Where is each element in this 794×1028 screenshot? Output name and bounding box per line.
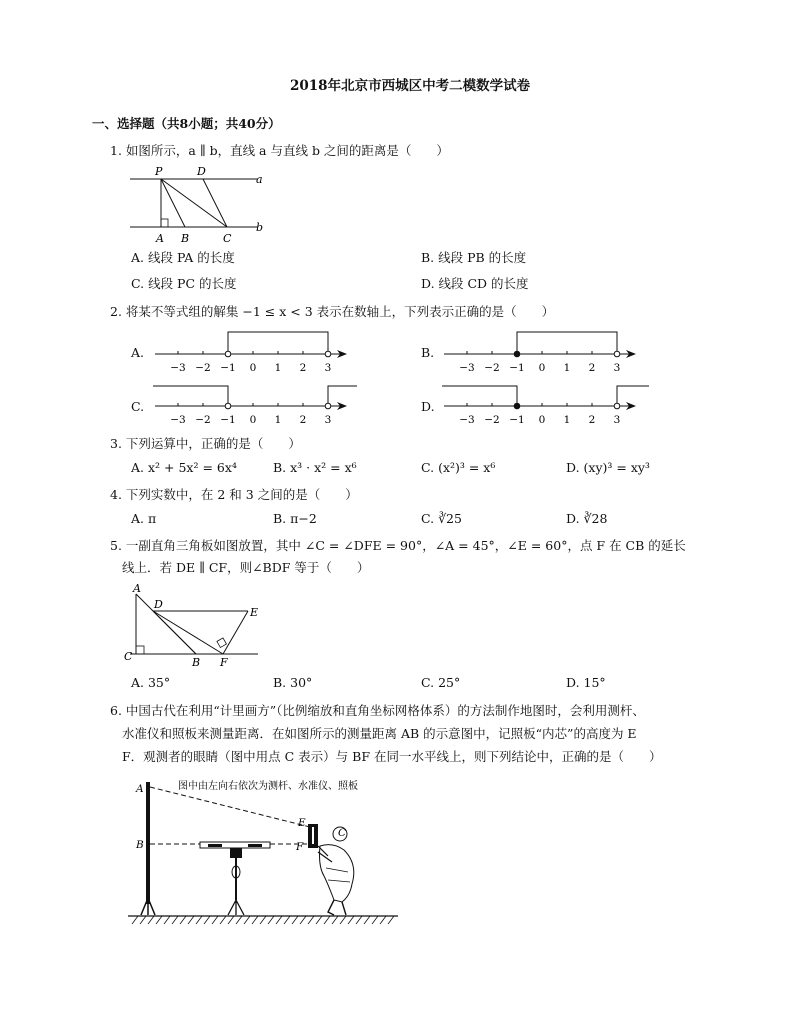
q6-label-C: C xyxy=(338,827,347,839)
q4-option-d[interactable]: D. ∛28 xyxy=(566,511,608,526)
svg-text:−2: −2 xyxy=(484,362,500,374)
q5-label-F: F xyxy=(220,656,228,669)
q2-numberline-b[interactable] xyxy=(439,330,644,375)
svg-text:−1: −1 xyxy=(509,362,525,374)
q1-option-c[interactable]: C. 线段 PC 的长度 xyxy=(131,276,237,291)
svg-text:0: 0 xyxy=(249,362,257,374)
q1-option-b[interactable]: B. 线段 PB 的长度 xyxy=(421,250,527,265)
q1-label-C: C xyxy=(223,232,232,245)
svg-text:−3: −3 xyxy=(170,414,186,426)
q4-option-c[interactable]: C. ∛25 xyxy=(421,511,462,526)
q3-option-b[interactable]: B. x³ · x² = x⁶ xyxy=(273,460,357,475)
section-heading: 一、选择题（共8小题；共40分） xyxy=(92,116,281,131)
q1-label-b: b xyxy=(256,221,264,234)
q6-label-A: A xyxy=(136,783,144,795)
svg-text:1: 1 xyxy=(274,414,282,426)
q1-label-A: A xyxy=(156,232,164,245)
q5-option-a[interactable]: A. 35° xyxy=(131,675,171,690)
q2-option-b-label[interactable]: B. xyxy=(421,345,435,360)
svg-text:−2: −2 xyxy=(195,414,211,426)
q5-label-D: D xyxy=(154,598,163,611)
q1-option-d[interactable]: D. 线段 CD 的长度 xyxy=(421,276,529,291)
page-title: 2018年北京市西城区中考二模数学试卷 xyxy=(290,78,531,94)
q1-label-B: B xyxy=(181,232,190,245)
q6-label-B: B xyxy=(136,839,144,851)
q2-stem: 2. 将某不等式组的解集 −1 ≤ x < 3 表示在数轴上，下列表示正确的是（ ） xyxy=(110,304,555,319)
svg-text:−3: −3 xyxy=(459,362,475,374)
svg-text:−3: −3 xyxy=(170,362,186,374)
q5-label-B: B xyxy=(192,656,201,669)
q6-stem-line2: 水准仪和照板来测量距离．在如图所示的测量距离 AB 的示意图中，记照板“内芯”的高度为 E xyxy=(122,726,637,741)
q6-label-E: E xyxy=(298,817,306,829)
q5-label-A: A xyxy=(133,582,141,595)
q4-option-a[interactable]: A. π xyxy=(131,511,157,526)
q1-label-a: a xyxy=(256,173,263,186)
q3-option-a[interactable]: A. x² + 5x² = 6x⁴ xyxy=(131,460,237,475)
svg-text:3: 3 xyxy=(613,414,621,426)
q1-stem: 1. 如图所示，a ∥ b，直线 a 与直线 b 之间的距离是（ ） xyxy=(110,143,449,158)
q3-stem: 3. 下列运算中，正确的是（ ） xyxy=(110,436,301,451)
q2-numberline-a[interactable] xyxy=(150,330,355,375)
q5-stem-line2: 线上．若 DE ∥ CF，则∠BDF 等于（ ） xyxy=(122,560,370,575)
svg-text:−3: −3 xyxy=(459,414,475,426)
svg-text:1: 1 xyxy=(563,362,571,374)
q3-option-d[interactable]: D. (xy)³ = xy³ xyxy=(566,460,650,475)
q5-option-c[interactable]: C. 25° xyxy=(421,675,461,690)
q1-option-a[interactable]: A. 线段 PA 的长度 xyxy=(131,250,235,265)
q5-label-C: C xyxy=(124,650,133,663)
svg-text:−2: −2 xyxy=(484,414,500,426)
q6-caption: 图中由左向右依次为测杆、水准仪、照板 xyxy=(178,781,358,792)
q6-label-F: F xyxy=(296,841,304,853)
q1-label-D: D xyxy=(197,165,206,178)
q4-stem: 4. 下列实数中，在 2 和 3 之间的是（ ） xyxy=(110,487,358,502)
q2-option-a-label[interactable]: A. xyxy=(131,345,145,360)
q1-label-P: P xyxy=(155,165,163,178)
q6-stem-line1: 6. 中国古代在利用“计里画方”（比例缩放和直角坐标网格体系）的方法制作地图时，会利用测杆、 xyxy=(110,703,645,718)
q6-stem-line3: F．观测者的眼睛（图中用点 C 表示）与 BF 在同一水平线上，则下列结论中，正确的是（ ） xyxy=(122,749,662,764)
q2-numberline-c[interactable] xyxy=(150,384,360,429)
svg-text:0: 0 xyxy=(538,362,546,374)
q5-option-d[interactable]: D. 15° xyxy=(566,675,606,690)
svg-text:3: 3 xyxy=(324,414,332,426)
svg-text:2: 2 xyxy=(299,414,307,426)
svg-text:0: 0 xyxy=(538,414,546,426)
q6-figure xyxy=(128,772,408,932)
q2-numberline-d[interactable] xyxy=(439,384,654,429)
q5-stem-line1: 5. 一副直角三角板如图放置，其中 ∠C = ∠DFE = 90°，∠A = 45°，∠E = 60°，点 F 在 CB 的延长 xyxy=(110,538,686,553)
q5-option-b[interactable]: B. 30° xyxy=(273,675,313,690)
q5-label-E: E xyxy=(250,606,259,619)
q3-option-c[interactable]: C. (x²)³ = x⁶ xyxy=(421,460,496,475)
svg-text:−1: −1 xyxy=(509,414,525,426)
svg-text:1: 1 xyxy=(563,414,571,426)
q1-figure xyxy=(128,164,278,246)
q2-option-d-label[interactable]: D. xyxy=(421,399,435,414)
svg-text:1: 1 xyxy=(274,362,282,374)
svg-text:2: 2 xyxy=(588,414,596,426)
svg-text:−2: −2 xyxy=(195,362,211,374)
q4-option-b[interactable]: B. π−2 xyxy=(273,511,317,526)
svg-text:−1: −1 xyxy=(220,414,236,426)
svg-text:2: 2 xyxy=(299,362,307,374)
q2-option-c-label[interactable]: C. xyxy=(131,399,145,414)
svg-text:2: 2 xyxy=(588,362,596,374)
svg-text:3: 3 xyxy=(324,362,332,374)
svg-text:0: 0 xyxy=(249,414,257,426)
svg-text:−1: −1 xyxy=(220,362,236,374)
q5-figure xyxy=(120,584,270,669)
svg-text:3: 3 xyxy=(613,362,621,374)
